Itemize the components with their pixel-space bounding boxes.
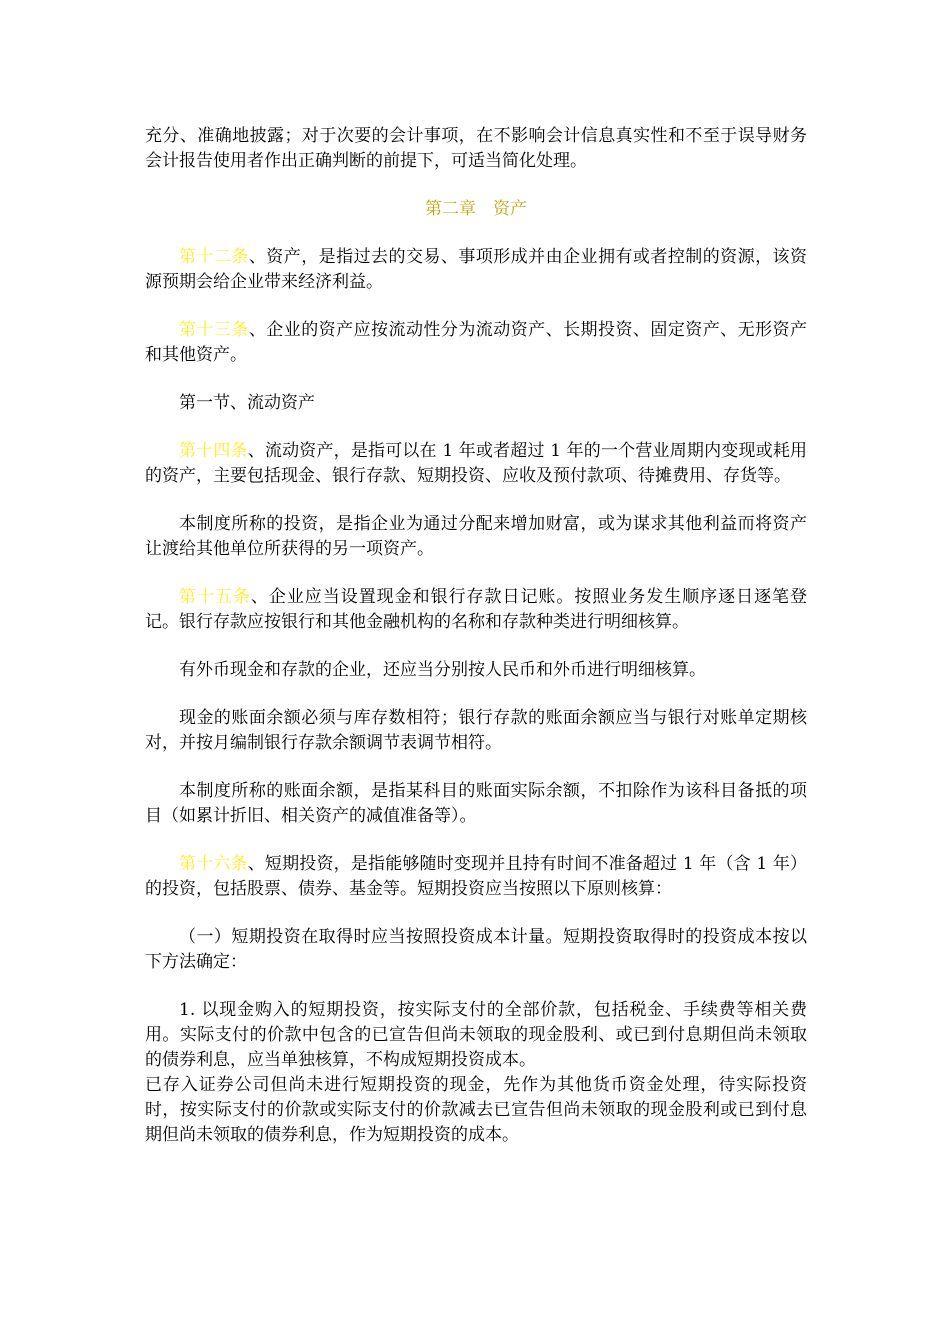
item-1-1-paragraph: 1. 以现金购入的短期投资，按实际支付的全部价款，包括税金、手续费等相关费用。实际支付的价款中包含的已宣告但尚未领取的现金股利、或已到付息期但尚未领取的债券利息，应当单独核算，不构成短期投资成本。 <box>145 1000 807 1070</box>
article-13-paragraph <box>145 318 807 368</box>
article-16-label: 第十六条 <box>179 854 248 874</box>
item-1-2-paragraph: 已存入证券公司但尚未进行短期投资的现金，先作为其他货币资金处理，待实际投资时，按实际支付的价款或实际支付的价款减去已宣告但尚未领取的现金股利或已到付息期但尚未领取的债券利息，作为短期投资的成本。 <box>145 1075 807 1145</box>
article-13-label: 第十三条 <box>179 320 249 340</box>
article-12-text: 、资产，是指过去的交易、事项形成并由企业拥有或者控制的资源，该资源预期会给企业带来经济利益。 <box>145 247 808 292</box>
foreign-currency-paragraph: 有外币现金和存款的企业，还应当分别按人民币和外币进行明细核算。 <box>179 660 706 680</box>
article-15-label: 第十五条 <box>179 587 251 607</box>
article-12-paragraph <box>145 245 807 295</box>
article-14-label: 第十四条 <box>179 441 248 461</box>
article-13-text: 、企业的资产应按流动性分为流动资产、长期投资、固定资产、无形资产和其他资产。 <box>145 320 808 365</box>
article-16-paragraph <box>145 852 807 902</box>
investment-definition-paragraph: 本制度所称的投资，是指企业为通过分配来增加财富，或为谋求其他利益而将资产让渡给其他单位所获得的另一项资产。 <box>145 514 807 559</box>
cash-balance-paragraph: 现金的账面余额必须与库存数相符；银行存款的账面余额应当与银行对账单定期核对，并按月编制银行存款余额调节表调节相符。 <box>145 708 807 753</box>
chapter-heading: 第二章 资产 <box>425 199 527 219</box>
article-14-text: 、流动资产，是指可以在 1 年或者超过 1 年的一个营业周期内变现或耗用的资产，主要包括现金、银行存款、短期投资、应收及预付款项、待摊费用、存货等。 <box>145 441 808 486</box>
item-1-paragraph: （一）短期投资在取得时应当按照投资成本计量。短期投资取得时的投资成本按以下方法确定： <box>145 927 807 972</box>
article-12-label: 第十二条 <box>179 247 249 267</box>
book-balance-paragraph: 本制度所称的账面余额，是指某科目的账面实际余额，不扣除作为该科目备抵的项目（如累计折旧、相关资产的减值准备等）。 <box>145 781 807 826</box>
continuation-paragraph: 充分、准确地披露；对于次要的会计事项，在不影响会计信息真实性和不至于误导财务会计报告使用者作出正确判断的前提下，可适当简化处理。 <box>145 126 807 171</box>
article-15-paragraph <box>145 585 807 635</box>
article-16-text: 、短期投资，是指能够随时变现并且持有时间不准备超过 1 年（含 1 年）的投资，包括股票、债券、基金等。短期投资应当按照以下原则核算： <box>145 854 808 899</box>
document-page <box>145 124 807 1148</box>
article-14-paragraph <box>145 439 807 489</box>
article-15-text: 、企业应当设置现金和银行存款日记账。按照业务发生顺序逐日逐笔登记。银行存款应按银行和其他金融机构的名称和存款种类进行明细核算。 <box>145 587 808 632</box>
section-heading: 第一节、流动资产 <box>179 393 315 413</box>
